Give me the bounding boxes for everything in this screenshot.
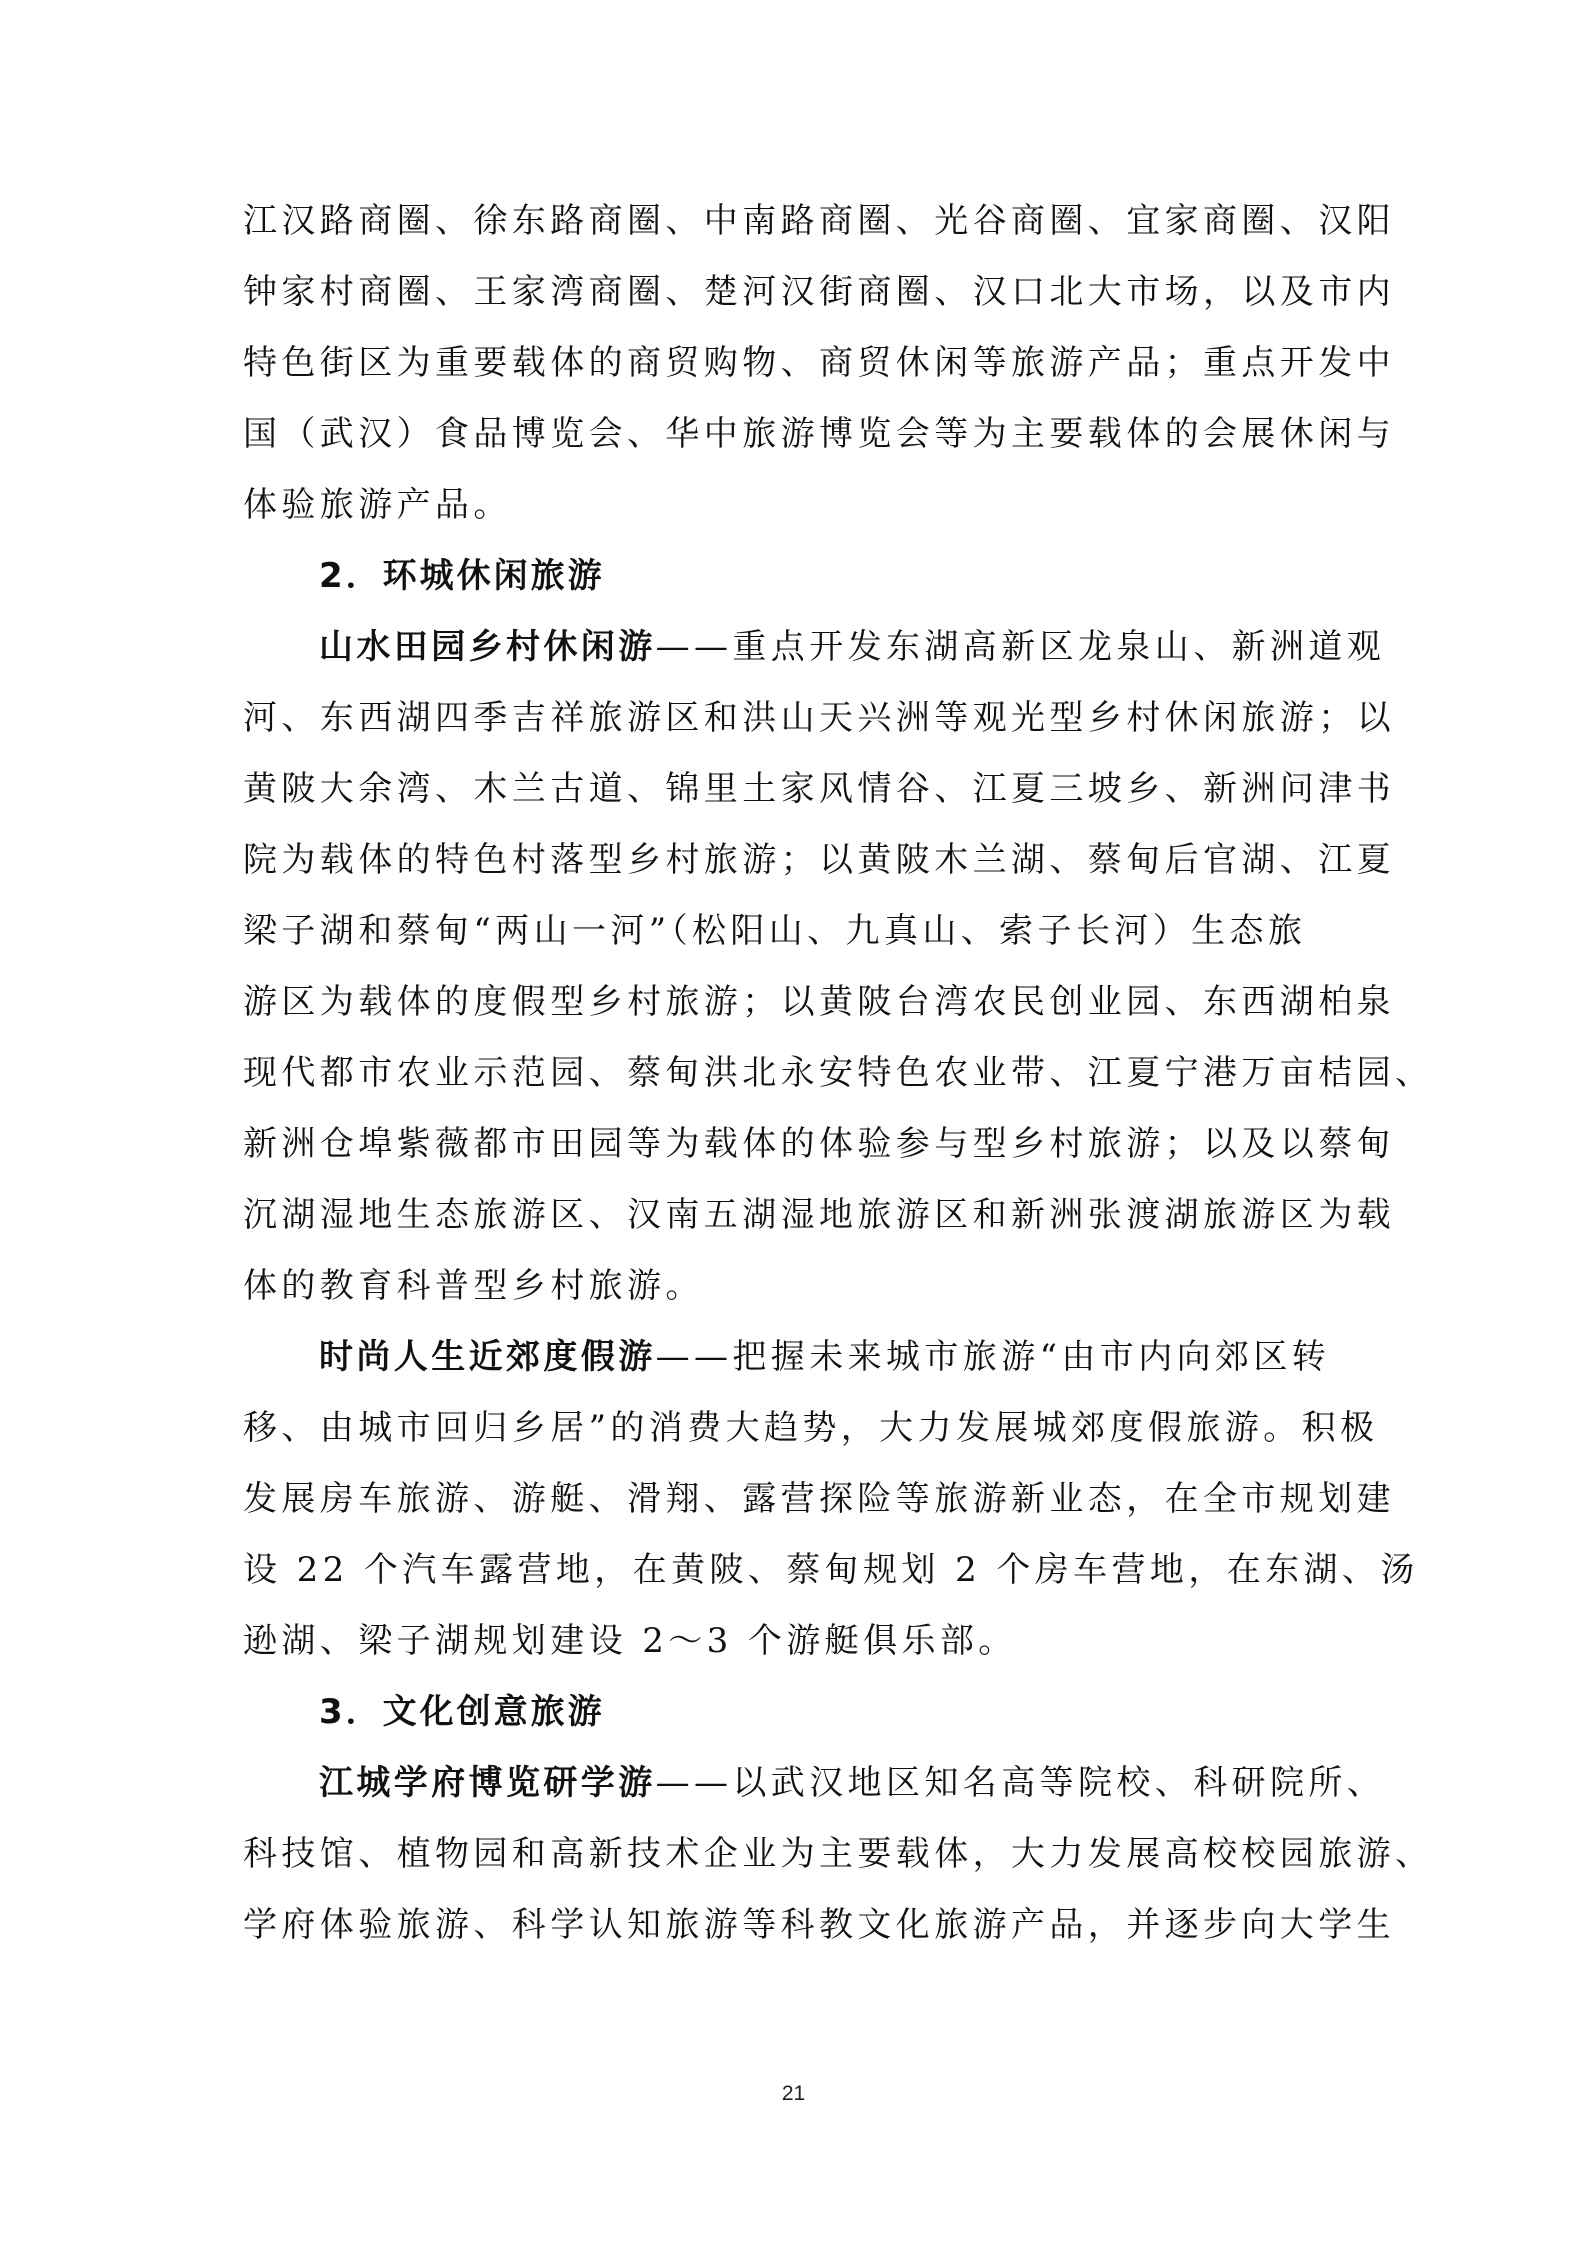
text-line: 江汉路商圈、徐东路商圈、中南路商圈、光谷商圈、宜家商圈、汉阳 xyxy=(243,201,1395,241)
text-span: ——以武汉地区知名高等院校、科研院所、 xyxy=(655,1763,1386,1803)
text-line-first xyxy=(243,1322,1353,1393)
text-line: 逊湖、梁子湖规划建设 2～3 个游艇俱乐部。 xyxy=(243,1621,1017,1661)
text-line: 体的教育科普型乡村旅游。 xyxy=(243,1266,704,1306)
page-number: 21 xyxy=(781,2082,806,2105)
text-line: 黄陂大余湾、木兰古道、锦里土家风情谷、江夏三坡乡、新洲问津书 xyxy=(243,769,1395,809)
text-line-first xyxy=(243,612,1386,683)
text-line: 特色街区为重要载体的商贸购物、商贸休闲等旅游产品；重点开发中 xyxy=(243,343,1395,383)
text-line: 钟家村商圈、王家湾商圈、楚河汉街商圈、汉口北大市场，以及市内 xyxy=(243,272,1395,312)
text-line: 新洲仓埠紫薇都市田园等为载体的体验参与型乡村旅游；以及以蔡甸 xyxy=(243,1124,1395,1164)
paragraph-lead-term: 江城学府博览研学游 xyxy=(319,1763,656,1803)
paragraph-lead-term: 山水田园乡村休闲游 xyxy=(319,627,656,667)
page-body xyxy=(243,186,1434,1961)
text-line: 游区为载体的度假型乡村旅游；以黄陂台湾农民创业园、东西湖柏泉 xyxy=(243,982,1395,1022)
paragraph-commerce-tourism xyxy=(243,186,1395,541)
text-line: 设 22 个汽车露营地，在黄陂、蔡甸规划 2 个房车营地，在东湖、汤 xyxy=(243,1550,1419,1590)
text-line: 沉湖湿地生态旅游区、汉南五湖湿地旅游区和新洲张渡湖旅游区为载 xyxy=(243,1195,1395,1235)
section-heading-suburban-leisure: 2．环城休闲旅游 xyxy=(319,556,605,596)
text-line: 现代都市农业示范园、蔡甸洪北永安特色农业带、江夏宁港万亩桔园、 xyxy=(243,1053,1434,1093)
text-line-first xyxy=(243,1748,1386,1819)
paragraph-lead-term: 时尚人生近郊度假游 xyxy=(319,1337,656,1377)
text-line: 移、由城市回归乡居”的消费大趋势，大力发展城郊度假旅游。积极 xyxy=(243,1408,1379,1448)
text-line: 体验旅游产品。 xyxy=(243,485,512,525)
text-line: 河、东西湖四季吉祥旅游区和洪山天兴洲等观光型乡村休闲旅游；以 xyxy=(243,698,1395,738)
text-line: 科技馆、植物园和高新技术企业为主要载体，大力发展高校校园旅游、 xyxy=(243,1834,1434,1874)
section-heading-cultural-creative: 3．文化创意旅游 xyxy=(319,1692,605,1732)
text-line: 学府体验旅游、科学认知旅游等科教文化旅游产品，并逐步向大学生 xyxy=(243,1905,1395,1945)
text-line: 梁子湖和蔡甸“两山一河”（松阳山、九真山、索子长河）生态旅 xyxy=(243,911,1307,951)
paragraph-suburban-resort xyxy=(243,1322,1419,1677)
paragraph-rural-leisure xyxy=(243,612,1434,1322)
paragraph-academic-study-tour xyxy=(243,1748,1434,1961)
text-line: 发展房车旅游、游艇、滑翔、露营探险等旅游新业态，在全市规划建 xyxy=(243,1479,1395,1519)
text-span: ——把握未来城市旅游“由市内向郊区转 xyxy=(655,1337,1331,1377)
text-line: 院为载体的特色村落型乡村旅游；以黄陂木兰湖、蔡甸后官湖、江夏 xyxy=(243,840,1395,880)
text-line: 国（武汉）食品博览会、华中旅游博览会等为主要载体的会展休闲与 xyxy=(243,414,1395,454)
text-span: ——重点开发东湖高新区龙泉山、新洲道观 xyxy=(655,627,1386,667)
